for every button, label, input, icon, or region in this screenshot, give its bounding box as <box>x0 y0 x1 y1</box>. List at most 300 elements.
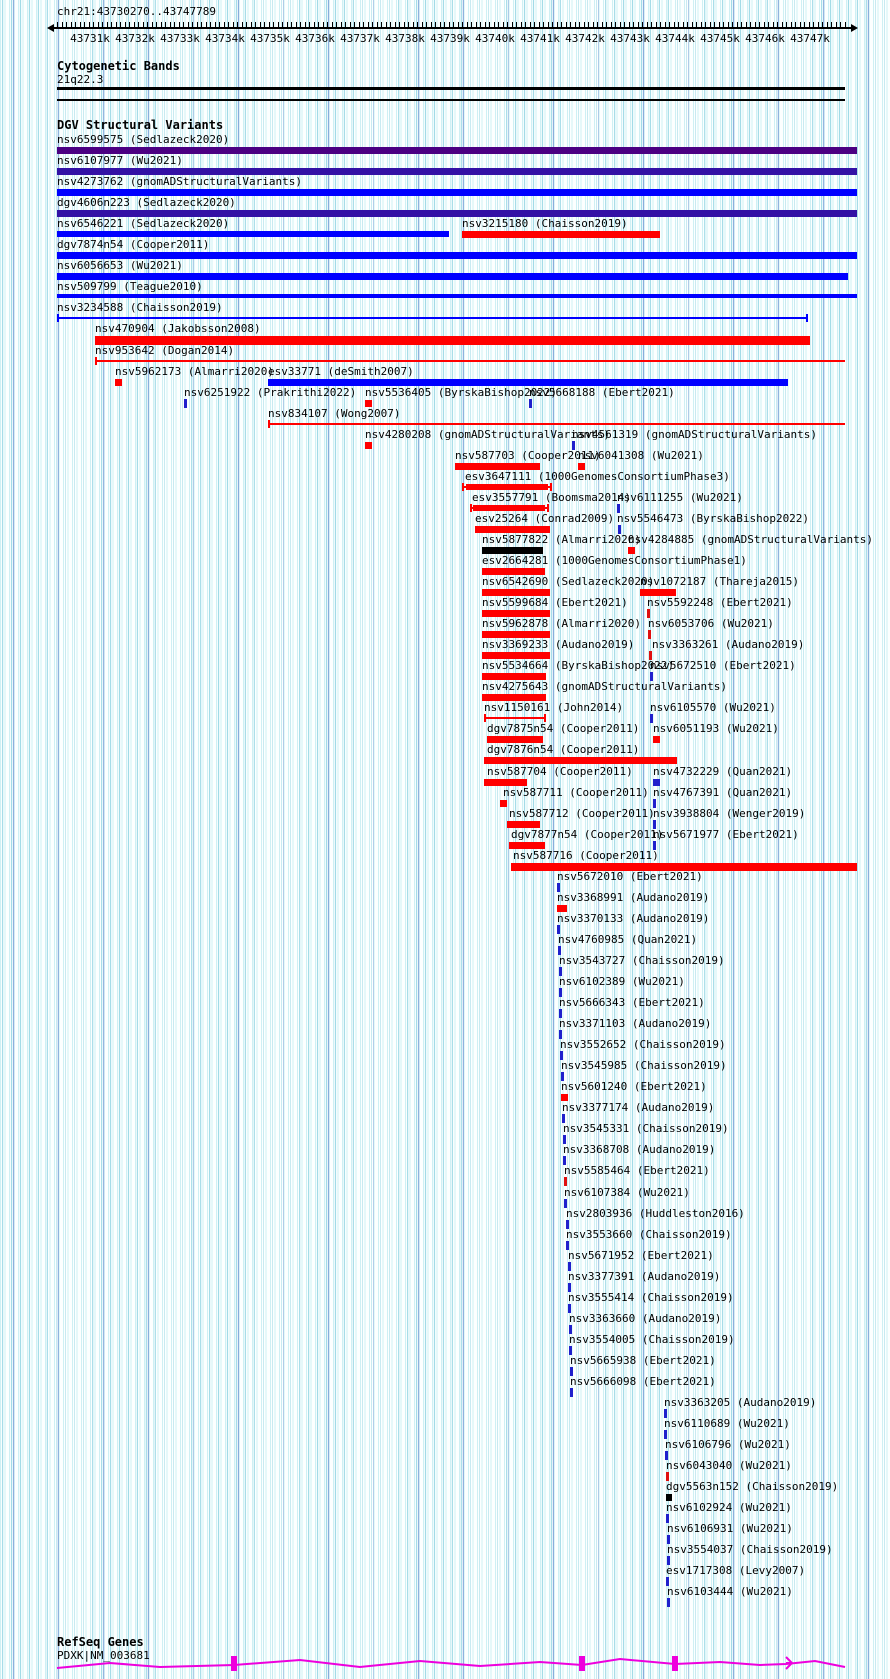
variant-label[interactable]: nsv6107977 (Wu2021) <box>57 154 183 168</box>
variant-label[interactable]: dgv7877n54 (Cooper2011) <box>511 827 664 841</box>
variant-glyph[interactable] <box>648 630 651 639</box>
ruler-minor-tick <box>156 22 157 29</box>
variant-label[interactable]: nsv4561319 (gnomADStructuralVariants) <box>572 427 818 441</box>
ruler-minor-tick <box>732 22 733 29</box>
ruler-minor-tick <box>435 22 436 29</box>
ruler-minor-tick <box>377 22 378 29</box>
ruler-minor-tick <box>746 22 747 29</box>
ruler-minor-tick <box>408 22 409 29</box>
ruler-minor-tick <box>84 22 85 29</box>
ruler-minor-tick <box>647 22 648 29</box>
variant-label[interactable]: nsv3234588 (Chaisson2019) <box>57 301 223 315</box>
variant-label[interactable]: nsv5534664 (ByrskaBishop2022) <box>482 659 675 673</box>
variant-label[interactable]: esv3647111 (1000GenomesConsortiumPhase3) <box>465 469 730 483</box>
ruler-minor-tick <box>773 22 774 29</box>
variant-glyph[interactable] <box>806 314 808 322</box>
ruler-minor-tick <box>728 22 729 29</box>
ruler-tick-label: 43741k <box>520 32 560 45</box>
variant-glyph[interactable] <box>455 463 540 470</box>
ruler-minor-tick <box>723 22 724 29</box>
variant-label[interactable]: nsv4280208 (gnomADStructuralVariants) <box>365 427 611 441</box>
ruler-minor-tick <box>768 22 769 29</box>
variant-label[interactable]: nsv1150161 (John2014) <box>484 701 624 715</box>
variant-glyph[interactable] <box>95 360 845 362</box>
ruler-minor-tick <box>611 22 612 29</box>
variant-glyph[interactable] <box>57 314 59 322</box>
variant-glyph[interactable] <box>57 231 449 237</box>
ruler-minor-tick <box>584 22 585 29</box>
variant-label[interactable]: nsv5668188 (Ebert2021) <box>529 385 675 399</box>
ruler-minor-tick <box>579 22 580 29</box>
variant-label[interactable]: nsv5546473 (ByrskaBishop2022) <box>617 511 810 525</box>
variant-label[interactable]: nsv6111255 (Wu2021) <box>617 490 743 504</box>
ruler-tick-label: 43739k <box>430 32 470 45</box>
ruler-minor-tick <box>201 22 202 29</box>
ruler-minor-tick <box>696 22 697 29</box>
variant-glyph[interactable] <box>365 442 372 449</box>
ruler-minor-tick <box>89 22 90 29</box>
variant-glyph[interactable] <box>482 694 546 701</box>
ruler-minor-tick <box>656 22 657 29</box>
variant-glyph[interactable] <box>557 905 567 912</box>
variant-label[interactable]: nsv3369233 (Audano2019) <box>482 638 635 652</box>
variant-label[interactable]: nsv587711 (Cooper2011) <box>503 785 649 799</box>
variant-label[interactable]: nsv3377391 (Audano2019) <box>568 1269 721 1283</box>
variant-label[interactable]: esv2664281 (1000GenomesConsortiumPhase1) <box>482 554 747 567</box>
variant-label[interactable]: nsv834107 (Wong2007) <box>268 406 401 420</box>
variant-label[interactable]: nsv6107384 (Wu2021) <box>564 1185 690 1199</box>
refseq-gene-label[interactable]: PDXK|NM_003681 <box>57 1649 150 1662</box>
variant-label[interactable]: nsv5536405 (ByrskaBishop2022) <box>365 385 558 399</box>
ruler-minor-tick <box>669 22 670 29</box>
variant-glyph[interactable] <box>268 379 788 386</box>
variant-glyph[interactable] <box>482 547 543 554</box>
variant-label[interactable]: nsv3554037 (Chaisson2019) <box>667 1543 833 1557</box>
ruler-minor-tick <box>309 22 310 29</box>
variant-glyph[interactable] <box>667 1598 670 1607</box>
variant-label[interactable]: nsv5585464 (Ebert2021) <box>564 1164 710 1178</box>
variant-glyph[interactable] <box>484 714 486 722</box>
ruler-minor-tick <box>845 22 846 29</box>
ruler-minor-tick <box>440 22 441 29</box>
ruler-minor-tick <box>273 22 274 29</box>
variant-label[interactable]: esv1717308 (Levy2007) <box>666 1564 806 1578</box>
ruler-minor-tick <box>206 22 207 29</box>
ruler-minor-tick <box>786 22 787 29</box>
variant-label[interactable]: nsv6546221 (Sedlazeck2020) <box>57 217 230 231</box>
ruler-minor-tick <box>741 22 742 29</box>
variant-label[interactable]: nsv3555414 (Chaisson2019) <box>568 1290 734 1304</box>
variant-label[interactable]: nsv587703 (Cooper2011) <box>455 448 601 462</box>
variant-glyph[interactable] <box>57 168 857 175</box>
ruler-minor-tick <box>413 22 414 29</box>
ruler-minor-tick <box>665 22 666 29</box>
ruler-minor-tick <box>539 22 540 29</box>
ruler-minor-tick <box>467 22 468 29</box>
variant-label[interactable]: nsv5671952 (Ebert2021) <box>568 1248 714 1262</box>
variant-label[interactable]: esv3557791 (Boomsma2014) <box>472 490 631 504</box>
ruler-minor-tick <box>359 22 360 29</box>
ruler-minor-tick <box>228 22 229 29</box>
ruler-minor-tick <box>476 22 477 29</box>
ruler-minor-tick <box>624 22 625 29</box>
variant-label[interactable]: nsv3377174 (Audano2019) <box>562 1101 715 1115</box>
ruler-minor-tick <box>831 22 832 29</box>
variant-glyph[interactable] <box>640 589 676 596</box>
ruler-minor-tick <box>593 22 594 29</box>
variant-label[interactable]: nsv5599684 (Ebert2021) <box>482 596 628 610</box>
variant-glyph[interactable] <box>462 231 660 238</box>
variant-label[interactable]: nsv6056653 (Wu2021) <box>57 259 183 273</box>
variant-label[interactable]: nsv6102389 (Wu2021) <box>559 975 685 988</box>
variant-glyph[interactable] <box>628 547 635 554</box>
variant-label[interactable]: nsv5592248 (Ebert2021) <box>647 596 793 610</box>
ruler-minor-tick <box>233 22 234 29</box>
ruler-minor-tick <box>782 22 783 29</box>
ruler-minor-tick <box>836 22 837 29</box>
ruler-minor-tick <box>269 22 270 29</box>
variant-glyph[interactable] <box>653 779 660 786</box>
ruler-minor-tick <box>494 22 495 29</box>
ruler-minor-tick <box>305 22 306 29</box>
variant-glyph[interactable] <box>115 379 122 386</box>
variant-glyph[interactable] <box>57 273 848 280</box>
variant-label[interactable]: nsv6110689 (Wu2021) <box>664 1417 790 1431</box>
variant-glyph[interactable] <box>482 568 545 575</box>
ruler-minor-tick <box>354 22 355 29</box>
ruler-minor-tick <box>521 22 522 29</box>
ruler-minor-tick <box>323 22 324 29</box>
dgv-track-header: DGV Structural Variants <box>57 118 224 132</box>
variant-label[interactable]: nsv5671977 (Ebert2021) <box>653 827 799 841</box>
ruler-minor-tick <box>143 22 144 29</box>
variant-glyph[interactable] <box>57 210 857 217</box>
variant-label[interactable]: nsv5962173 (Almarri2020) <box>115 364 274 378</box>
ruler-minor-tick <box>345 22 346 29</box>
variant-label[interactable]: nsv3938804 (Wenger2019) <box>653 806 806 820</box>
ruler-minor-tick <box>165 22 166 29</box>
variant-label[interactable]: esv25264 (Conrad2009) <box>475 511 615 525</box>
ruler-minor-tick <box>341 22 342 29</box>
ruler-minor-tick <box>804 22 805 29</box>
ruler-minor-tick <box>449 22 450 29</box>
variant-label[interactable]: nsv6051193 (Wu2021) <box>653 722 779 736</box>
ruler-minor-tick <box>174 22 175 29</box>
variant-label[interactable]: nsv6106931 (Wu2021) <box>667 1522 793 1536</box>
variant-glyph[interactable] <box>57 147 857 154</box>
variant-label[interactable]: nsv509799 (Teague2010) <box>57 280 203 294</box>
gene-exon[interactable] <box>231 1656 237 1671</box>
ruler-minor-tick <box>111 22 112 29</box>
cytoband-header: Cytogenetic Bands <box>57 59 180 73</box>
ruler-minor-tick <box>390 22 391 29</box>
variant-glyph[interactable] <box>95 357 97 365</box>
variant-glyph[interactable] <box>484 717 546 719</box>
variant-glyph[interactable] <box>487 736 543 743</box>
variant-label[interactable]: dgv7876n54 (Cooper2011) <box>487 743 640 757</box>
ruler-minor-tick <box>498 22 499 29</box>
ruler-minor-tick <box>660 22 661 29</box>
variant-label[interactable]: nsv3371103 (Audano2019) <box>559 1017 712 1031</box>
ruler-minor-tick <box>134 22 135 29</box>
ruler-minor-tick <box>314 22 315 29</box>
ruler-minor-tick <box>336 22 337 29</box>
variant-label[interactable]: nsv5666343 (Ebert2021) <box>559 996 705 1010</box>
ruler-minor-tick <box>750 22 751 29</box>
variant-glyph[interactable] <box>473 505 545 511</box>
variant-label[interactable]: nsv3215180 (Chaisson2019) <box>462 217 628 231</box>
variant-label[interactable]: nsv4760985 (Quan2021) <box>558 932 698 946</box>
variant-label[interactable]: nsv470904 (Jakobsson2008) <box>95 322 261 336</box>
variant-glyph[interactable] <box>470 504 472 512</box>
variant-glyph[interactable] <box>529 399 532 408</box>
variant-glyph[interactable] <box>57 189 857 196</box>
ruler-minor-tick <box>827 22 828 29</box>
variant-label[interactable]: nsv3363205 (Audano2019) <box>664 1396 817 1409</box>
variant-glyph[interactable] <box>666 1494 672 1501</box>
variant-glyph[interactable] <box>462 483 464 491</box>
ruler-minor-tick <box>557 22 558 29</box>
ruler-minor-tick <box>813 22 814 29</box>
ruler-tick-label: 43734k <box>205 32 245 45</box>
ruler-minor-tick <box>417 22 418 29</box>
variant-glyph[interactable] <box>561 1094 568 1101</box>
ruler-tick-label: 43744k <box>655 32 695 45</box>
ruler-minor-tick <box>561 22 562 29</box>
variant-glyph[interactable] <box>500 800 507 807</box>
ruler-minor-tick <box>759 22 760 29</box>
variant-label[interactable]: nsv2803936 (Huddleston2016) <box>566 1206 745 1220</box>
ruler-minor-tick <box>777 22 778 29</box>
variant-label[interactable]: nsv3552652 (Chaisson2019) <box>560 1038 726 1052</box>
ruler-minor-tick <box>66 22 67 29</box>
ruler-minor-tick <box>458 22 459 29</box>
ruler-tick-label: 43731k <box>70 32 110 45</box>
variant-label[interactable]: nsv4284885 (gnomADStructuralVariants) <box>628 532 874 546</box>
ruler-minor-tick <box>399 22 400 29</box>
ruler-minor-tick <box>489 22 490 29</box>
ruler-minor-tick <box>107 22 108 29</box>
variant-label[interactable]: nsv953642 (Dogan2014) <box>95 343 235 357</box>
ruler-minor-tick <box>764 22 765 29</box>
ruler-minor-tick <box>170 22 171 29</box>
variant-glyph[interactable] <box>482 610 550 617</box>
variant-glyph[interactable] <box>653 736 660 743</box>
ruler-minor-tick <box>422 22 423 29</box>
gene-exon[interactable] <box>579 1656 585 1671</box>
variant-glyph[interactable] <box>578 463 585 470</box>
variant-glyph[interactable] <box>547 504 549 512</box>
cytoband-band[interactable] <box>57 87 845 101</box>
ruler-minor-tick <box>683 22 684 29</box>
variant-glyph[interactable] <box>365 400 372 407</box>
refseq-gene-glyph[interactable] <box>0 1648 890 1678</box>
ruler-minor-tick <box>287 22 288 29</box>
ruler-minor-tick <box>444 22 445 29</box>
gene-strand-arrow-icon <box>786 1657 792 1669</box>
variant-label[interactable]: nsv4273762 (gnomADStructuralVariants) <box>57 175 303 189</box>
ruler-minor-tick <box>719 22 720 29</box>
variant-label[interactable]: nsv6102924 (Wu2021) <box>666 1501 792 1515</box>
variant-label[interactable]: nsv5601240 (Ebert2021) <box>561 1080 707 1094</box>
ruler-minor-tick <box>534 22 535 29</box>
ruler-minor-tick <box>795 22 796 29</box>
ruler-minor-tick <box>251 22 252 29</box>
variant-label[interactable]: nsv6106796 (Wu2021) <box>665 1438 791 1452</box>
ruler-minor-tick <box>192 22 193 29</box>
ruler-minor-tick <box>147 22 148 29</box>
ruler-minor-tick <box>426 22 427 29</box>
ruler-minor-tick <box>705 22 706 29</box>
variant-glyph[interactable] <box>466 484 548 490</box>
variant-label[interactable]: nsv5665938 (Ebert2021) <box>570 1353 716 1367</box>
refseq-track-header: RefSeq Genes <box>57 1635 144 1649</box>
ruler-minor-tick <box>318 22 319 29</box>
ruler-minor-tick <box>651 22 652 29</box>
ruler-minor-tick <box>503 22 504 29</box>
variant-label[interactable]: nsv5672010 (Ebert2021) <box>557 869 703 883</box>
variant-label[interactable]: nsv4767391 (Quan2021) <box>653 785 793 799</box>
variant-label[interactable]: nsv587716 (Cooper2011) <box>513 848 659 862</box>
variant-label[interactable]: dgv4606n223 (Sedlazeck2020) <box>57 196 236 210</box>
ruler-minor-tick <box>791 22 792 29</box>
ruler-minor-tick <box>755 22 756 29</box>
variant-label[interactable]: dgv7875n54 (Cooper2011) <box>487 722 640 736</box>
variant-label[interactable]: nsv3545331 (Chaisson2019) <box>563 1122 729 1136</box>
variant-label[interactable]: nsv5877822 (Almarri2020) <box>482 532 641 546</box>
ruler-tick-label: 43738k <box>385 32 425 45</box>
variant-label[interactable]: nsv6103444 (Wu2021) <box>667 1585 793 1599</box>
variant-label[interactable]: nsv6105570 (Wu2021) <box>650 701 776 715</box>
variant-label[interactable]: nsv3363660 (Audano2019) <box>569 1311 722 1325</box>
gene-exon[interactable] <box>672 1656 678 1671</box>
variant-label[interactable]: nsv6041308 (Wu2021) <box>578 448 704 462</box>
ruler-minor-tick <box>692 22 693 29</box>
ruler-minor-tick <box>125 22 126 29</box>
ruler-minor-tick <box>512 22 513 29</box>
ruler-minor-tick <box>687 22 688 29</box>
ruler-minor-tick <box>296 22 297 29</box>
variant-label[interactable]: nsv3545985 (Chaisson2019) <box>561 1059 727 1073</box>
variant-label[interactable]: nsv6043040 (Wu2021) <box>666 1459 792 1473</box>
variant-label[interactable]: nsv3368708 (Audano2019) <box>563 1143 716 1157</box>
variant-label[interactable]: nsv6542690 (Sedlazeck2020) <box>482 575 655 589</box>
ruler-minor-tick <box>179 22 180 29</box>
ruler-minor-tick <box>818 22 819 29</box>
ruler-minor-tick <box>282 22 283 29</box>
ruler-minor-tick <box>615 22 616 29</box>
variant-label[interactable]: nsv6599575 (Sedlazeck2020) <box>57 133 230 146</box>
variant-glyph[interactable] <box>57 252 857 259</box>
variant-glyph[interactable] <box>482 589 550 596</box>
ruler-minor-tick <box>714 22 715 29</box>
variant-label[interactable]: nsv4275643 (gnomADStructuralVariants) <box>482 680 728 694</box>
variant-label[interactable]: dgv7874n54 (Cooper2011) <box>57 238 210 252</box>
variant-label[interactable]: nsv6251922 (Prakrithi2022) <box>184 385 357 399</box>
ruler-minor-tick <box>431 22 432 29</box>
ruler-minor-tick <box>525 22 526 29</box>
variant-glyph[interactable] <box>57 317 808 319</box>
ruler-minor-tick <box>552 22 553 29</box>
ruler-minor-tick <box>566 22 567 29</box>
variant-glyph[interactable] <box>507 821 540 828</box>
ruler-minor-tick <box>183 22 184 29</box>
variant-label[interactable]: nsv1072187 (Thareja2015) <box>640 575 799 589</box>
ruler-minor-tick <box>363 22 364 29</box>
ruler-minor-tick <box>219 22 220 29</box>
variant-label[interactable]: nsv5672510 (Ebert2021) <box>650 659 796 673</box>
ruler-minor-tick <box>188 22 189 29</box>
variant-label[interactable]: nsv3553660 (Chaisson2019) <box>566 1227 732 1241</box>
ruler-tick-label: 43735k <box>250 32 290 45</box>
variant-glyph[interactable] <box>184 399 187 408</box>
ruler-right-arrow-icon <box>851 24 858 32</box>
ruler-minor-tick <box>597 22 598 29</box>
ruler-tick-label: 43743k <box>610 32 650 45</box>
ruler-minor-tick <box>291 22 292 29</box>
variant-label[interactable]: esv33771 (deSmith2007) <box>268 364 414 378</box>
variant-label[interactable]: dgv5563n152 (Chaisson2019) <box>666 1480 839 1494</box>
variant-label[interactable]: nsv3554005 (Chaisson2019) <box>569 1332 735 1346</box>
variant-label[interactable]: nsv3370133 (Audano2019) <box>557 911 710 925</box>
variant-glyph[interactable] <box>482 652 550 659</box>
ruler-minor-tick <box>197 22 198 29</box>
variant-label[interactable]: nsv587712 (Cooper2011) <box>509 806 655 820</box>
variant-glyph[interactable] <box>482 673 546 680</box>
variant-label[interactable]: nsv5962878 (Almarri2020) <box>482 617 641 631</box>
variant-glyph[interactable] <box>484 757 677 764</box>
ruler-minor-tick <box>629 22 630 29</box>
variant-label[interactable]: nsv3363261 (Audano2019) <box>652 638 805 652</box>
variant-glyph[interactable] <box>268 423 845 425</box>
variant-label[interactable]: nsv3543727 (Chaisson2019) <box>559 953 725 967</box>
variant-glyph[interactable] <box>482 631 550 638</box>
ruler-minor-tick <box>278 22 279 29</box>
ruler-minor-tick <box>62 22 63 29</box>
variant-label[interactable]: nsv3368991 (Audano2019) <box>557 890 710 904</box>
ruler-minor-tick <box>332 22 333 29</box>
ruler-minor-tick <box>710 22 711 29</box>
ruler-minor-tick <box>138 22 139 29</box>
ruler-minor-tick <box>701 22 702 29</box>
ruler-minor-tick <box>215 22 216 29</box>
variant-label[interactable]: nsv5666098 (Ebert2021) <box>570 1374 716 1388</box>
variant-glyph[interactable] <box>544 714 546 722</box>
ruler-tick-label: 43745k <box>700 32 740 45</box>
ruler-minor-tick <box>485 22 486 29</box>
ruler-minor-tick <box>255 22 256 29</box>
ruler-tick-label: 43737k <box>340 32 380 45</box>
ruler-minor-tick <box>480 22 481 29</box>
variant-glyph[interactable] <box>475 526 550 533</box>
variant-label[interactable]: nsv587704 (Cooper2011) <box>487 764 633 778</box>
variant-label[interactable]: nsv6053706 (Wu2021) <box>648 617 774 631</box>
ruler-tick-label: 43742k <box>565 32 605 45</box>
variant-glyph[interactable] <box>268 420 270 428</box>
variant-glyph[interactable] <box>484 779 527 786</box>
variant-glyph[interactable] <box>550 483 552 491</box>
ruler-minor-tick <box>116 22 117 29</box>
variant-glyph[interactable] <box>509 842 545 849</box>
ruler-minor-tick <box>246 22 247 29</box>
ruler-minor-tick <box>800 22 801 29</box>
ruler-minor-tick <box>395 22 396 29</box>
ruler-minor-tick <box>588 22 589 29</box>
region-title: chr21:43730270..43747789 <box>57 5 216 18</box>
variant-glyph[interactable] <box>57 294 857 298</box>
variant-glyph[interactable] <box>570 1388 573 1397</box>
variant-label[interactable]: nsv4732229 (Quan2021) <box>653 764 793 778</box>
